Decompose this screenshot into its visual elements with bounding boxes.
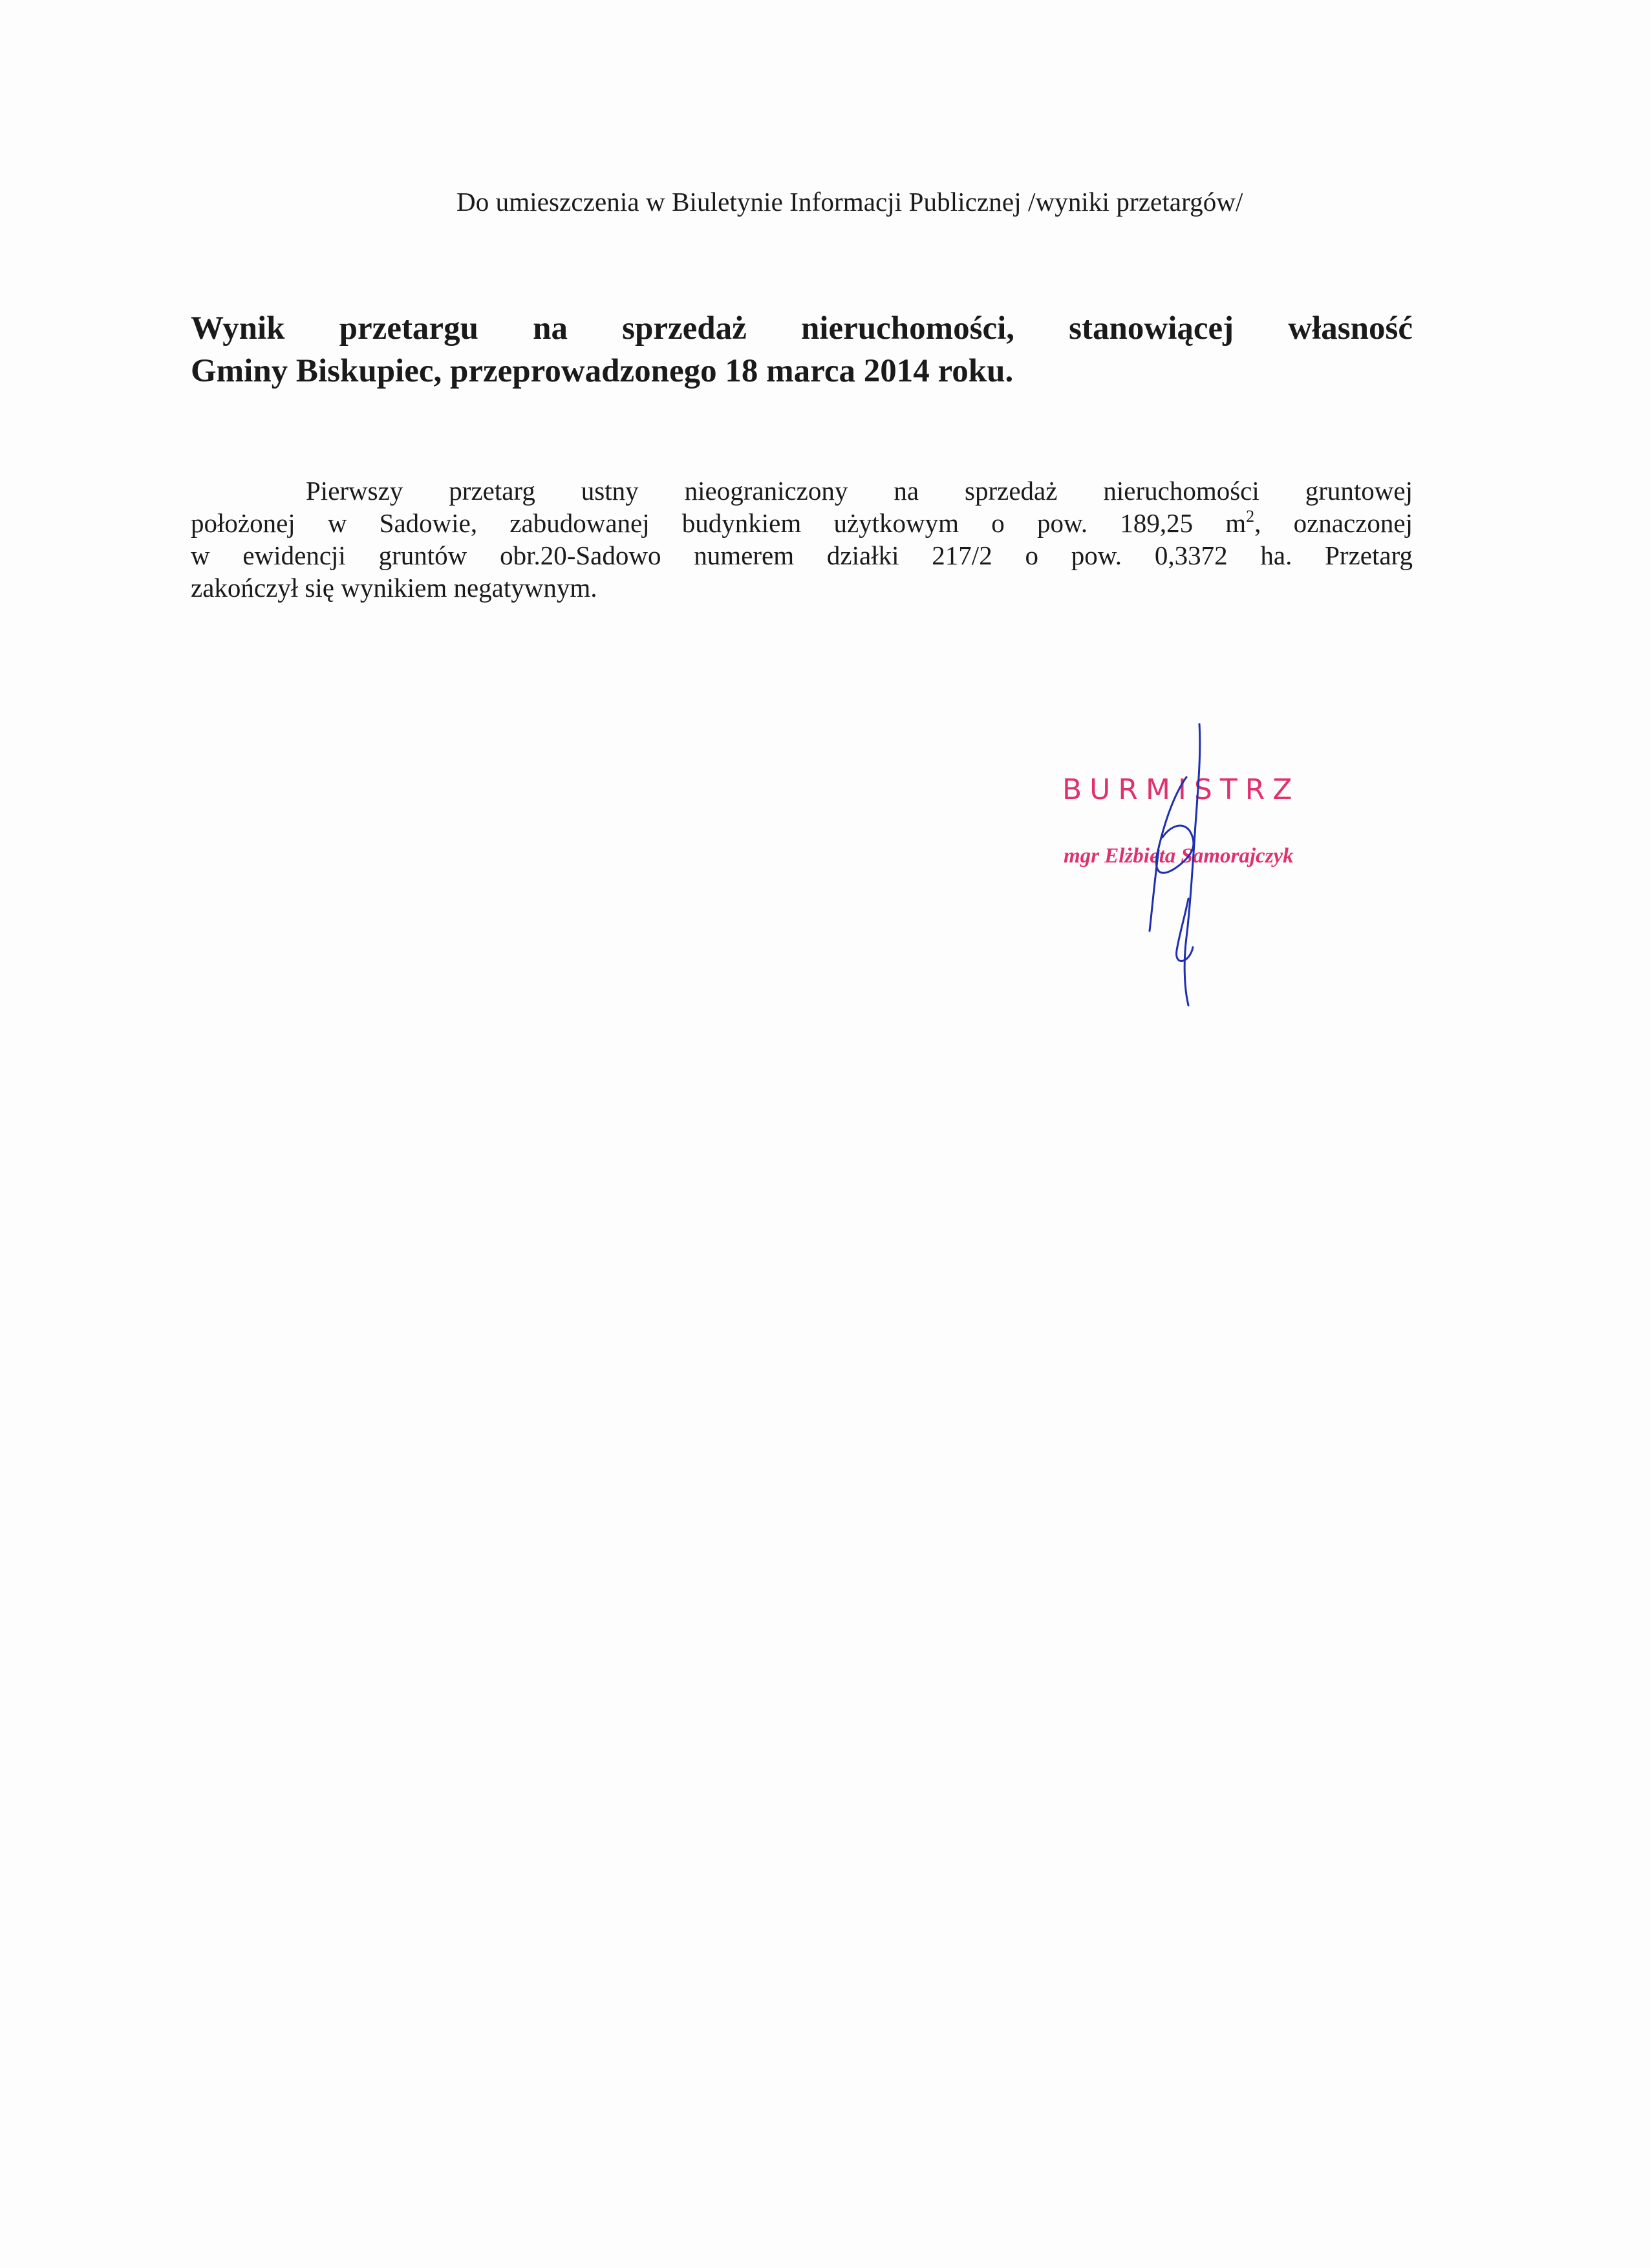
handwritten-signature <box>1112 718 1228 1009</box>
body-line-4: zakończył się wynikiem negatywnym. <box>191 573 597 603</box>
body-line-2 <box>191 507 1413 539</box>
body-line-1: Pierwszy przetarg ustny nieograniczony na sprzedaż nieruchomości gruntowej <box>306 476 1413 506</box>
title-line-1: Wynik przetargu na sprzedaż nieruchomości, stanowiącej własność <box>191 310 1413 347</box>
body-paragraph <box>191 475 1413 604</box>
signature-stroke-loop <box>1156 777 1194 873</box>
body-line-2-text: położonej w Sadowie, zabudowanej budynkiem użytkowym o pow. 189,25 m <box>191 508 1247 538</box>
body-line-3: w ewidencji gruntów obr.20-Sadowo numerem działki 217/2 o pow. 0,3372 ha. Przetarg <box>191 540 1413 570</box>
stamp-title: BURMISTRZ <box>1062 773 1300 806</box>
title-line-2: Gminy Biskupiec, przeprowadzonego 18 marca 2014 roku. <box>191 353 1014 389</box>
body-line-2-end: , oznaczonej <box>1254 508 1413 538</box>
stamp-name: mgr Elżbieta Samorajczyk <box>1064 844 1294 868</box>
header-note: Do umieszczenia w Biuletynie Informacji Publicznej /wyniki przetargów/ <box>456 187 1243 217</box>
signature-stroke-main <box>1184 724 1200 1005</box>
document-title <box>191 307 1413 392</box>
area-unit-superscript: 2 <box>1246 507 1255 526</box>
